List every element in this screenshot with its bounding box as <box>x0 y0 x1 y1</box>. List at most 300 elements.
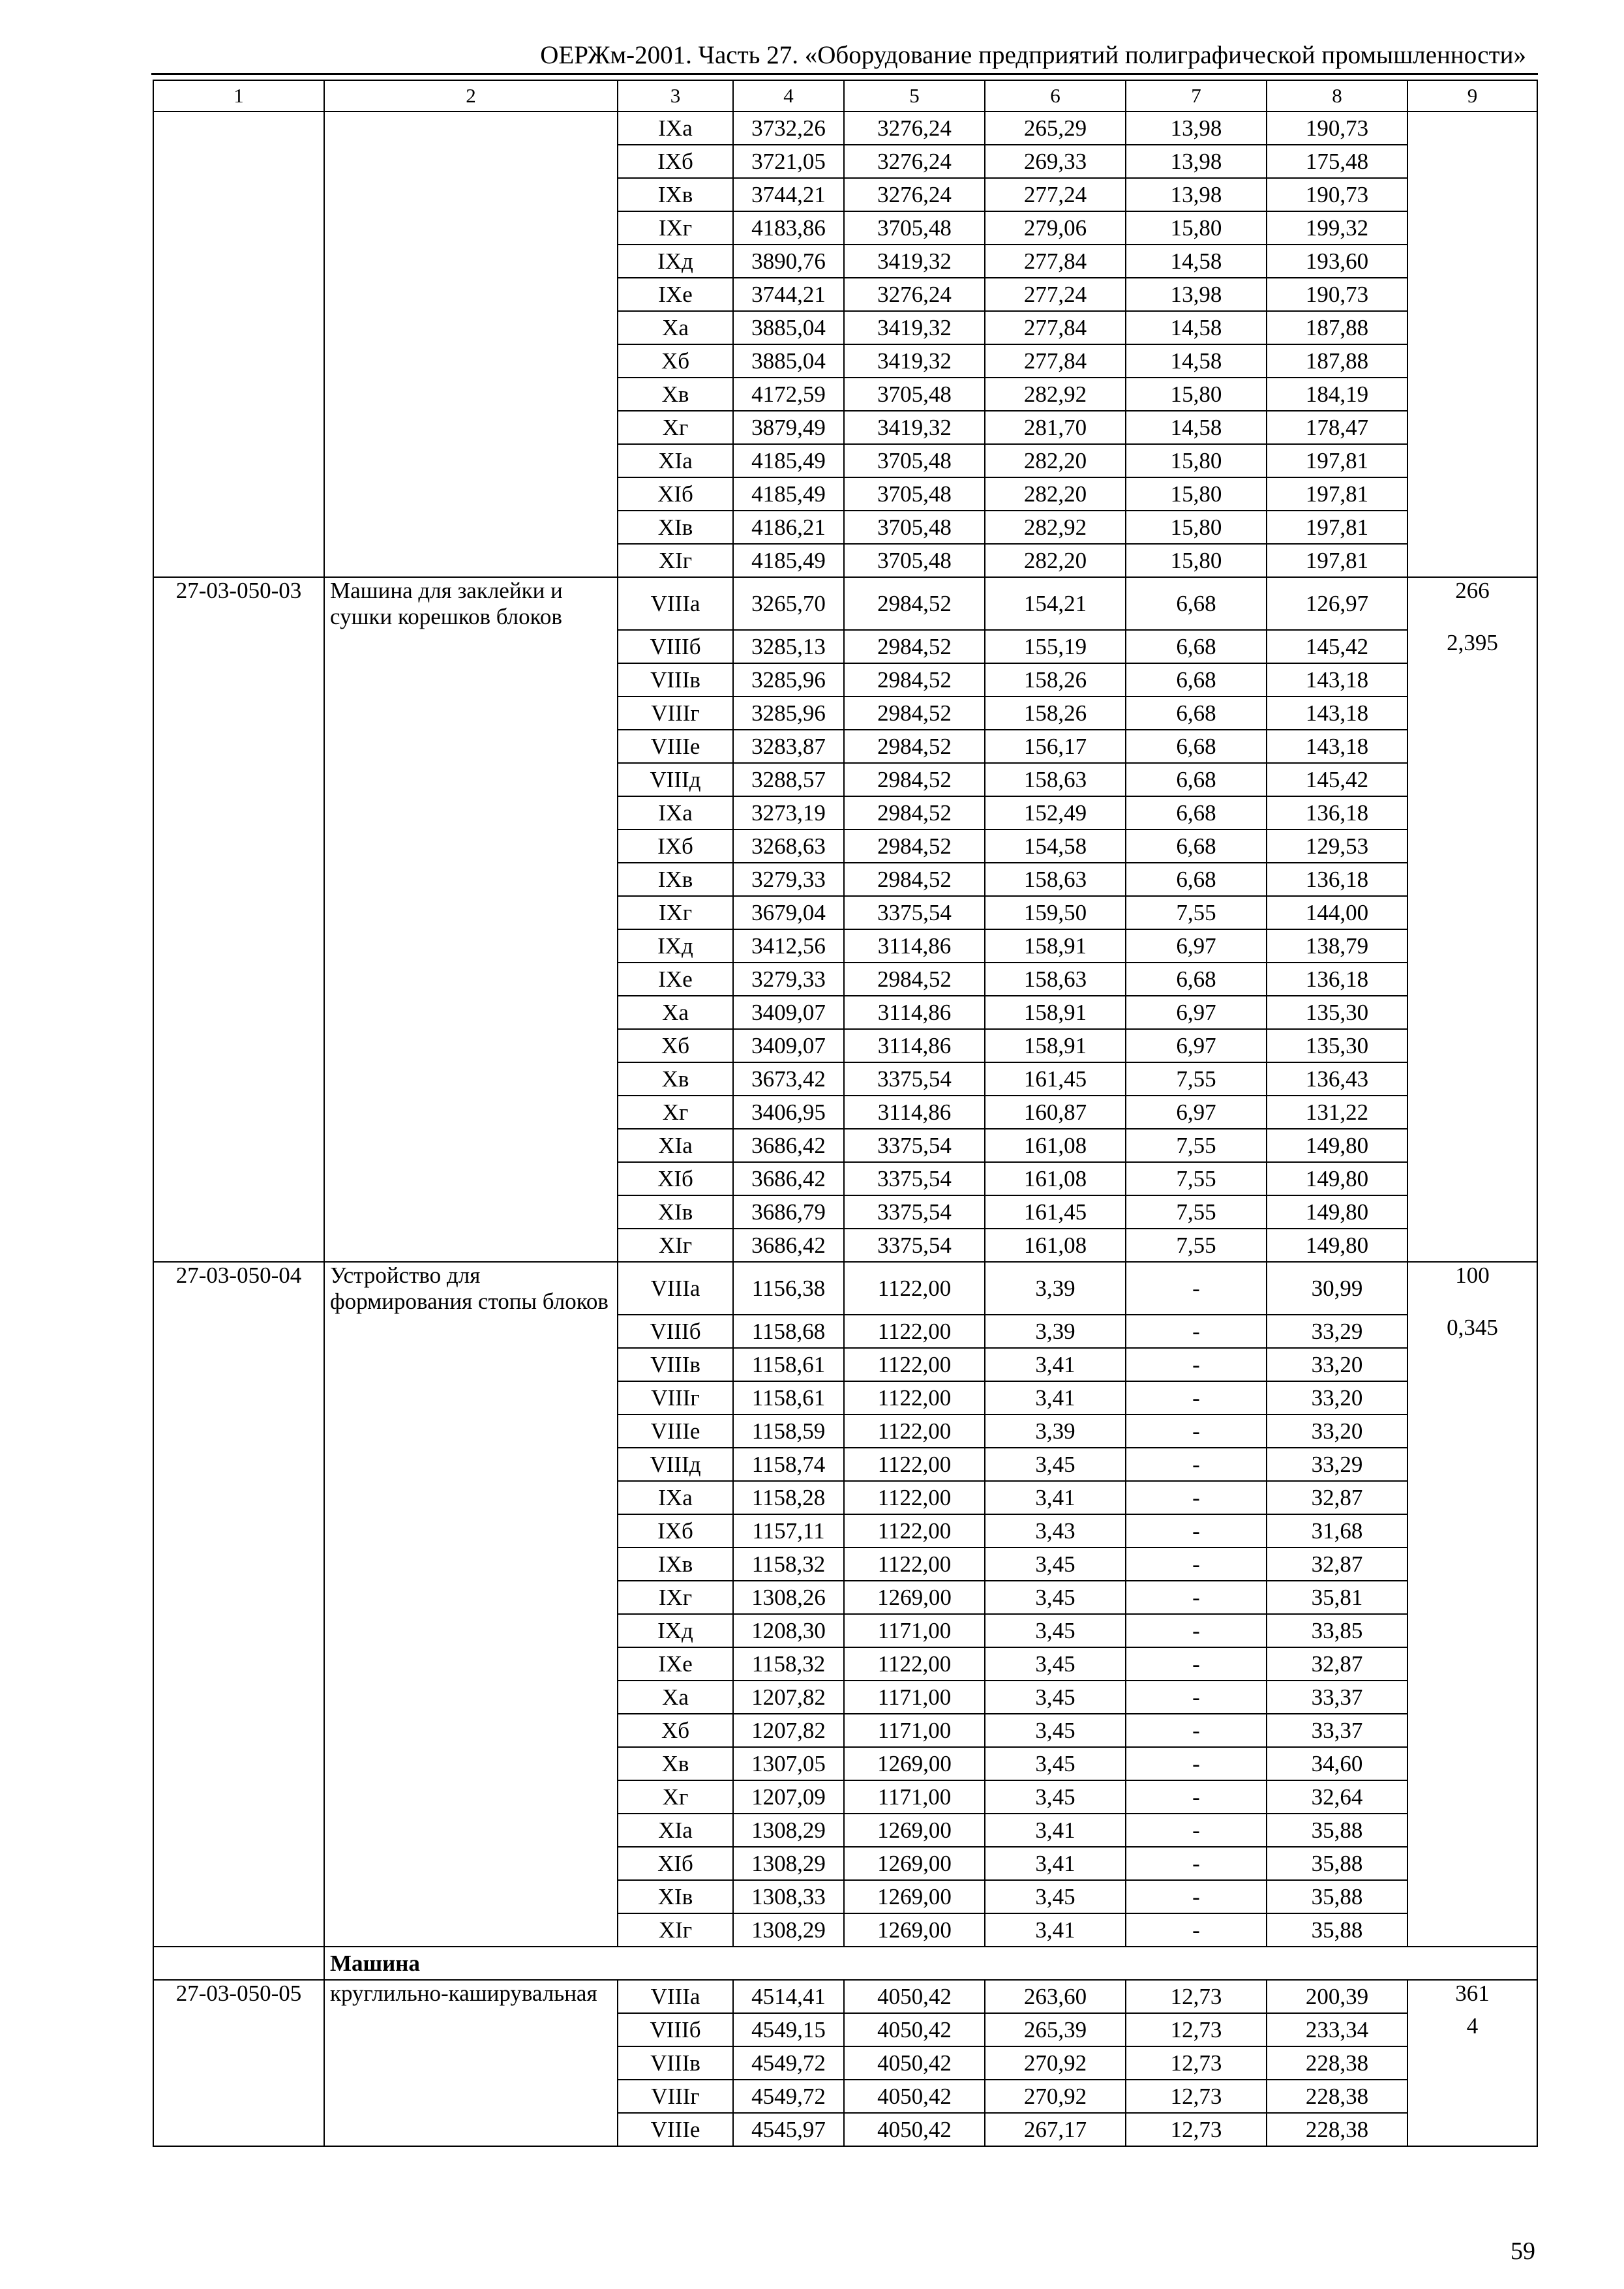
value-cell: IXб <box>618 1514 733 1548</box>
resource-code-cell <box>153 1162 324 1195</box>
value-cell: 3732,26 <box>733 112 844 145</box>
equipment-name-cell <box>324 630 618 663</box>
unit-cell: 4 <box>1407 2013 1537 2046</box>
table-row <box>153 1381 1537 1414</box>
equipment-name-cell <box>324 344 618 378</box>
equipment-name-cell <box>324 178 618 211</box>
equipment-name-cell <box>324 1581 618 1614</box>
value-cell: 3288,57 <box>733 763 844 796</box>
equipment-name-cell <box>324 211 618 245</box>
value-cell: 33,37 <box>1267 1714 1407 1747</box>
value-cell: 158,63 <box>985 963 1126 996</box>
value-cell: 3114,86 <box>844 1029 985 1062</box>
value-cell: 14,58 <box>1126 245 1267 278</box>
unit-cell <box>1407 1195 1537 1229</box>
value-cell: 3,45 <box>985 1880 1126 1913</box>
value-cell: VIIIа <box>618 1980 733 2013</box>
value-cell: VIIIв <box>618 2046 733 2080</box>
unit-cell <box>1407 763 1537 796</box>
value-cell: 184,19 <box>1267 378 1407 411</box>
table-row <box>153 1880 1537 1913</box>
value-cell: VIIIд <box>618 763 733 796</box>
table-row <box>153 1029 1537 1062</box>
value-cell: 3276,24 <box>844 278 985 311</box>
table-body <box>153 80 1537 2146</box>
value-cell: VIIIе <box>618 1414 733 1448</box>
table-row <box>153 863 1537 896</box>
value-cell: 1307,05 <box>733 1747 844 1780</box>
value-cell: - <box>1126 1315 1267 1348</box>
value-cell: 3276,24 <box>844 112 985 145</box>
value-cell: 31,68 <box>1267 1514 1407 1548</box>
unit-cell <box>1407 963 1537 996</box>
table-row <box>153 1348 1537 1381</box>
value-cell: 3885,04 <box>733 344 844 378</box>
rates-table <box>153 80 1538 2147</box>
resource-code-cell <box>153 378 324 411</box>
value-cell: 1158,32 <box>733 1548 844 1581</box>
value-cell: 277,84 <box>985 245 1126 278</box>
column-number-cell: 6 <box>985 80 1126 112</box>
unit-cell <box>1407 1880 1537 1913</box>
resource-code-cell <box>153 1229 324 1262</box>
unit-cell <box>1407 1096 1537 1129</box>
unit-cell <box>1407 1814 1537 1847</box>
value-cell: VIIIа <box>618 577 733 630</box>
resource-code-cell <box>153 1880 324 1913</box>
value-cell: 12,73 <box>1126 1980 1267 2013</box>
table-row <box>153 1162 1537 1195</box>
value-cell: XIг <box>618 1229 733 1262</box>
value-cell: 1122,00 <box>844 1381 985 1414</box>
unit-cell <box>1407 1747 1537 1780</box>
resource-code-cell <box>153 511 324 544</box>
value-cell: 3375,54 <box>844 1195 985 1229</box>
column-number-cell: 3 <box>618 80 733 112</box>
equipment-name-cell <box>324 245 618 278</box>
value-cell: 6,97 <box>1126 1029 1267 1062</box>
value-cell: 7,55 <box>1126 1062 1267 1096</box>
value-cell: 3705,48 <box>844 477 985 511</box>
equipment-name-cell <box>324 1681 618 1714</box>
value-cell: 7,55 <box>1126 896 1267 929</box>
value-cell: Xа <box>618 996 733 1029</box>
unit-cell <box>1407 2113 1537 2146</box>
value-cell: 4050,42 <box>844 2080 985 2113</box>
resource-code-cell <box>153 1548 324 1581</box>
column-number-cell: 7 <box>1126 80 1267 112</box>
value-cell: 4185,49 <box>733 444 844 477</box>
resource-code-cell <box>153 1481 324 1514</box>
value-cell: 3,41 <box>985 1913 1126 1947</box>
value-cell: 228,38 <box>1267 2080 1407 2113</box>
value-cell: 199,32 <box>1267 211 1407 245</box>
equipment-name-cell <box>324 863 618 896</box>
table-row <box>153 477 1537 511</box>
resource-code-cell <box>153 311 324 344</box>
value-cell: 161,45 <box>985 1195 1126 1229</box>
equipment-name-cell <box>324 1714 618 1747</box>
value-cell: IXа <box>618 796 733 830</box>
value-cell: 136,18 <box>1267 863 1407 896</box>
value-cell: 12,73 <box>1126 2080 1267 2113</box>
value-cell: 161,08 <box>985 1129 1126 1162</box>
value-cell: 197,81 <box>1267 511 1407 544</box>
equipment-name-cell <box>324 1129 618 1162</box>
equipment-name-cell <box>324 696 618 730</box>
page-header: ОЕРЖм-2001. Часть 27. «Оборудование предприятий полиграфической промышленности» <box>540 41 1526 69</box>
section-heading: Машина <box>324 1947 1537 1980</box>
unit-cell <box>1407 1647 1537 1681</box>
value-cell: 6,97 <box>1126 1096 1267 1129</box>
equipment-name-cell <box>324 378 618 411</box>
value-cell: 2984,52 <box>844 577 985 630</box>
value-cell: 277,84 <box>985 344 1126 378</box>
value-cell: 265,39 <box>985 2013 1126 2046</box>
resource-code-cell <box>153 344 324 378</box>
value-cell: 190,73 <box>1267 112 1407 145</box>
equipment-name-cell <box>324 796 618 830</box>
value-cell: 3412,56 <box>733 929 844 963</box>
value-cell: 3705,48 <box>844 511 985 544</box>
table-row <box>153 278 1537 311</box>
table-row <box>153 1847 1537 1880</box>
value-cell: 3375,54 <box>844 1129 985 1162</box>
value-cell: 12,73 <box>1126 2046 1267 2080</box>
table-row <box>153 630 1537 663</box>
resource-code-cell <box>153 1747 324 1780</box>
resource-code-cell <box>153 1062 324 1096</box>
value-cell: 149,80 <box>1267 1195 1407 1229</box>
value-cell: 3419,32 <box>844 411 985 444</box>
value-cell: 33,29 <box>1267 1448 1407 1481</box>
resource-code-cell <box>153 278 324 311</box>
value-cell: 1207,82 <box>733 1714 844 1747</box>
value-cell: 12,73 <box>1126 2113 1267 2146</box>
value-cell: 3,45 <box>985 1747 1126 1780</box>
resource-code-cell: 27-03-050-03 <box>153 577 324 630</box>
unit-cell: 2,395 <box>1407 630 1537 663</box>
equipment-name-cell <box>324 1880 618 1913</box>
equipment-name-cell <box>324 1195 618 1229</box>
unit-cell <box>1407 663 1537 696</box>
value-cell: 3686,42 <box>733 1162 844 1195</box>
table-row <box>153 1096 1537 1129</box>
table-row <box>153 378 1537 411</box>
value-cell: 3375,54 <box>844 1062 985 1096</box>
value-cell: IXе <box>618 963 733 996</box>
header-rule <box>151 73 1538 75</box>
value-cell: 3744,21 <box>733 278 844 311</box>
resource-code-cell <box>153 1847 324 1880</box>
value-cell: 1122,00 <box>844 1514 985 1548</box>
equipment-name-cell <box>324 145 618 178</box>
value-cell: 159,50 <box>985 896 1126 929</box>
value-cell: 6,97 <box>1126 996 1267 1029</box>
value-cell: 3276,24 <box>844 178 985 211</box>
value-cell: 269,33 <box>985 145 1126 178</box>
value-cell: 178,47 <box>1267 411 1407 444</box>
value-cell: 3705,48 <box>844 444 985 477</box>
value-cell: - <box>1126 1880 1267 1913</box>
value-cell: - <box>1126 1348 1267 1381</box>
equipment-name-cell <box>324 1315 618 1348</box>
resource-code-cell: 27-03-050-04 <box>153 1262 324 1315</box>
value-cell: 3,45 <box>985 1681 1126 1714</box>
value-cell: 1308,33 <box>733 1880 844 1913</box>
value-cell: - <box>1126 1847 1267 1880</box>
value-cell: IXа <box>618 1481 733 1514</box>
resource-code-cell <box>153 2080 324 2113</box>
equipment-name-cell <box>324 1229 618 1262</box>
value-cell: 270,92 <box>985 2080 1126 2113</box>
resource-code-cell <box>153 1381 324 1414</box>
value-cell: 1158,74 <box>733 1448 844 1481</box>
value-cell: 6,97 <box>1126 929 1267 963</box>
table-row <box>153 1581 1537 1614</box>
equipment-name-cell <box>324 763 618 796</box>
value-cell: 1122,00 <box>844 1348 985 1381</box>
value-cell: 3686,42 <box>733 1229 844 1262</box>
table-row <box>153 1714 1537 1747</box>
value-cell: 145,42 <box>1267 630 1407 663</box>
value-cell: 3375,54 <box>844 1162 985 1195</box>
value-cell: 175,48 <box>1267 145 1407 178</box>
value-cell: VIIIд <box>618 1448 733 1481</box>
value-cell: 1122,00 <box>844 1448 985 1481</box>
value-cell: 4050,42 <box>844 1980 985 2013</box>
value-cell: 3,45 <box>985 1548 1126 1581</box>
value-cell: Xг <box>618 1096 733 1129</box>
value-cell: 158,26 <box>985 663 1126 696</box>
value-cell: 3,39 <box>985 1315 1126 1348</box>
value-cell: 160,87 <box>985 1096 1126 1129</box>
value-cell: XIв <box>618 511 733 544</box>
value-cell: 3,41 <box>985 1481 1126 1514</box>
value-cell: 1208,30 <box>733 1614 844 1647</box>
resource-code-cell <box>153 1129 324 1162</box>
value-cell: 3,41 <box>985 1847 1126 1880</box>
value-cell: 3375,54 <box>844 1229 985 1262</box>
value-cell: 282,92 <box>985 511 1126 544</box>
equipment-name-cell <box>324 1348 618 1381</box>
table-row <box>153 730 1537 763</box>
value-cell: 15,80 <box>1126 477 1267 511</box>
table-row <box>153 830 1537 863</box>
table-row <box>153 311 1537 344</box>
equipment-name-cell <box>324 444 618 477</box>
value-cell: Xв <box>618 1062 733 1096</box>
resource-code-cell <box>153 1913 324 1947</box>
value-cell: 1269,00 <box>844 1747 985 1780</box>
resource-code-cell <box>153 411 324 444</box>
value-cell: 3114,86 <box>844 929 985 963</box>
table-row <box>153 1814 1537 1847</box>
value-cell: 2984,52 <box>844 963 985 996</box>
unit-cell <box>1407 378 1537 411</box>
table-row <box>153 996 1537 1029</box>
value-cell: IXг <box>618 896 733 929</box>
value-cell: 3,39 <box>985 1262 1126 1315</box>
value-cell: 4183,86 <box>733 211 844 245</box>
value-cell: VIIIа <box>618 1262 733 1315</box>
value-cell: - <box>1126 1381 1267 1414</box>
resource-code-cell <box>153 730 324 763</box>
value-cell: 3,45 <box>985 1581 1126 1614</box>
table-row <box>153 1980 1537 2013</box>
table-row <box>153 1414 1537 1448</box>
value-cell: 145,42 <box>1267 763 1407 796</box>
resource-code-cell <box>153 1448 324 1481</box>
value-cell: 13,98 <box>1126 178 1267 211</box>
column-number-cell: 1 <box>153 80 324 112</box>
resource-code-cell <box>153 544 324 577</box>
table-row <box>153 1129 1537 1162</box>
unit-cell <box>1407 1780 1537 1814</box>
equipment-name-cell <box>324 896 618 929</box>
value-cell: 155,19 <box>985 630 1126 663</box>
value-cell: 3375,54 <box>844 896 985 929</box>
value-cell: 32,87 <box>1267 1548 1407 1581</box>
column-number-cell: 5 <box>844 80 985 112</box>
equipment-name-cell <box>324 1548 618 1581</box>
table-row <box>153 544 1537 577</box>
value-cell: 4050,42 <box>844 2046 985 2080</box>
value-cell: 2984,52 <box>844 630 985 663</box>
value-cell: IXв <box>618 1548 733 1581</box>
value-cell: IXд <box>618 245 733 278</box>
value-cell: 2984,52 <box>844 663 985 696</box>
value-cell: - <box>1126 1913 1267 1947</box>
value-cell: Xв <box>618 378 733 411</box>
resource-code-cell <box>153 477 324 511</box>
table-row <box>153 145 1537 178</box>
value-cell: IXа <box>618 112 733 145</box>
equipment-name-cell <box>324 411 618 444</box>
table-row <box>153 963 1537 996</box>
value-cell: 15,80 <box>1126 444 1267 477</box>
value-cell: 1308,29 <box>733 1814 844 1847</box>
resource-code-cell <box>153 1029 324 1062</box>
value-cell: 1158,61 <box>733 1381 844 1414</box>
value-cell: Xб <box>618 344 733 378</box>
value-cell: 187,88 <box>1267 344 1407 378</box>
value-cell: - <box>1126 1414 1267 1448</box>
resource-code-cell <box>153 1414 324 1448</box>
value-cell: VIIIб <box>618 2013 733 2046</box>
unit-cell: 0,345 <box>1407 1315 1537 1348</box>
value-cell: 2984,52 <box>844 863 985 896</box>
value-cell: 35,88 <box>1267 1880 1407 1913</box>
value-cell: 14,58 <box>1126 311 1267 344</box>
value-cell: 136,43 <box>1267 1062 1407 1096</box>
value-cell: IXд <box>618 929 733 963</box>
table-row <box>153 577 1537 630</box>
value-cell: XIа <box>618 444 733 477</box>
value-cell: Xа <box>618 1681 733 1714</box>
resource-code-cell <box>153 178 324 211</box>
value-cell: 1269,00 <box>844 1880 985 1913</box>
value-cell: 3879,49 <box>733 411 844 444</box>
table-row <box>153 1514 1537 1548</box>
unit-cell <box>1407 1129 1537 1162</box>
value-cell: 131,22 <box>1267 1096 1407 1129</box>
equipment-name-cell <box>324 830 618 863</box>
value-cell: 3,45 <box>985 1647 1126 1681</box>
table-row <box>153 1614 1537 1647</box>
resource-code-cell <box>153 1348 324 1381</box>
unit-cell <box>1407 830 1537 863</box>
resource-code-cell <box>153 2113 324 2146</box>
resource-code-cell <box>153 211 324 245</box>
value-cell: 4172,59 <box>733 378 844 411</box>
value-cell: 1308,26 <box>733 1581 844 1614</box>
value-cell: 282,20 <box>985 477 1126 511</box>
value-cell: 190,73 <box>1267 178 1407 211</box>
value-cell: 3285,96 <box>733 696 844 730</box>
table-row <box>153 1062 1537 1096</box>
table-row <box>153 1747 1537 1780</box>
value-cell: 1158,28 <box>733 1481 844 1514</box>
value-cell: 279,06 <box>985 211 1126 245</box>
value-cell: 277,24 <box>985 178 1126 211</box>
value-cell: 158,63 <box>985 763 1126 796</box>
value-cell: 1122,00 <box>844 1315 985 1348</box>
unit-cell <box>1407 211 1537 245</box>
table-row <box>153 178 1537 211</box>
value-cell: 149,80 <box>1267 1229 1407 1262</box>
table-row <box>153 1229 1537 1262</box>
value-cell: 32,87 <box>1267 1481 1407 1514</box>
unit-cell <box>1407 311 1537 344</box>
value-cell: 135,30 <box>1267 996 1407 1029</box>
value-cell: 4186,21 <box>733 511 844 544</box>
unit-cell <box>1407 863 1537 896</box>
resource-code-cell <box>153 929 324 963</box>
column-number-cell: 2 <box>324 80 618 112</box>
value-cell: 6,68 <box>1126 830 1267 863</box>
value-cell: 161,45 <box>985 1062 1126 1096</box>
value-cell: - <box>1126 1647 1267 1681</box>
resource-code-cell <box>153 863 324 896</box>
table-row <box>153 896 1537 929</box>
value-cell: 4185,49 <box>733 544 844 577</box>
value-cell: 3114,86 <box>844 1096 985 1129</box>
resource-code-cell <box>153 1647 324 1681</box>
unit-cell <box>1407 178 1537 211</box>
equipment-name-cell <box>324 278 618 311</box>
value-cell: - <box>1126 1747 1267 1780</box>
value-cell: 6,68 <box>1126 630 1267 663</box>
value-cell: 138,79 <box>1267 929 1407 963</box>
value-cell: XIг <box>618 1913 733 1947</box>
value-cell: 197,81 <box>1267 477 1407 511</box>
resource-code-cell <box>153 1814 324 1847</box>
value-cell: 3,45 <box>985 1714 1126 1747</box>
value-cell: 3,45 <box>985 1780 1126 1814</box>
value-cell: 3,41 <box>985 1381 1126 1414</box>
value-cell: 158,91 <box>985 996 1126 1029</box>
resource-code-cell <box>153 112 324 145</box>
value-cell: Xб <box>618 1714 733 1747</box>
value-cell: XIв <box>618 1880 733 1913</box>
value-cell: 15,80 <box>1126 211 1267 245</box>
resource-code-cell <box>153 444 324 477</box>
value-cell: 187,88 <box>1267 311 1407 344</box>
resource-code-cell <box>153 996 324 1029</box>
value-cell: 6,68 <box>1126 730 1267 763</box>
value-cell: VIIIв <box>618 663 733 696</box>
